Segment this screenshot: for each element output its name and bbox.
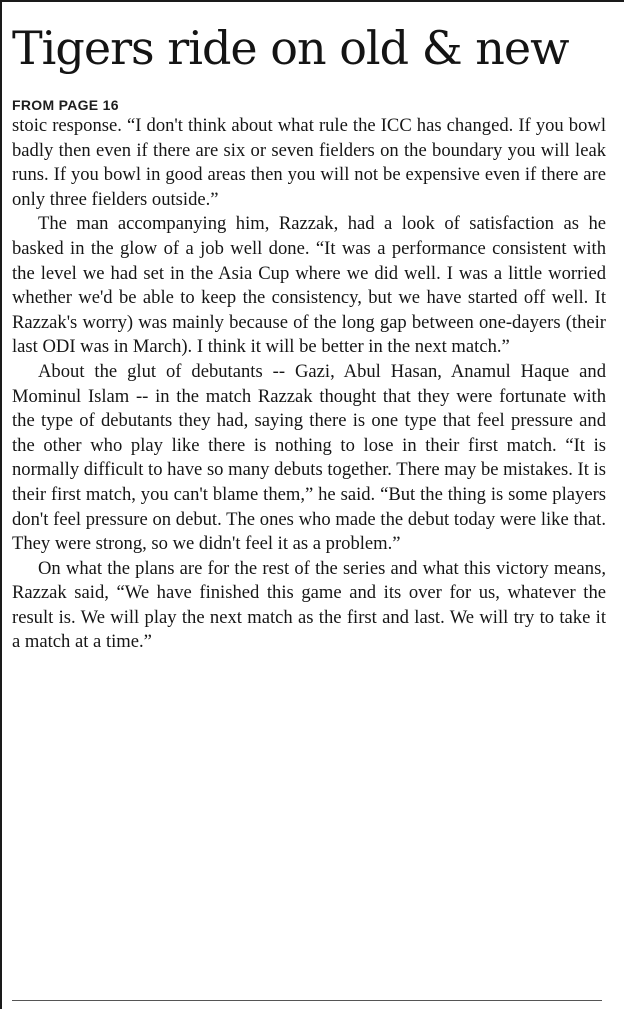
top-border-rule [0,0,624,2]
jump-label: FROM PAGE 16 [12,97,119,113]
article-headline: Tigers ride on old & new [12,21,569,75]
article-paragraph-2: The man accompanying him, Razzak, had a look of satisfaction as he basked in the glow of a job well done. “It was a performance consistent with the level we had set in the Asia Cup where we did well. I was a little worried whether we'd be able to keep the consistency, but we have started off well. It Razzak's worry) was mainly because of the long gap between one-dayers (their last ODI was in March). I think it will be better in the next match.” [12,213,606,358]
left-border-rule [0,0,2,1009]
bottom-divider-rule [12,1000,602,1001]
article-paragraph-1: stoic response. “I don't think about what rule the ICC has changed. If you bowl badly then even if there are six or seven fielders on the boundary you will leak runs. If you bowl in good areas then you will not be expensive even if there are only three fielders outside.” [12,115,606,210]
article-paragraph-3: About the glut of debutants -- Gazi, Abul Hasan, Anamul Haque and Mominul Islam -- in the match Razzak thought that they were fortunate with the type of debutants they had, saying there is one type that feel pressure and the other who play like there is nothing to lose in their first match. “It is normally difficult to have so many debuts together. There may be mistakes. It is their first match, you can't blame them,” he said. “But the thing is some players don't feel pressure on debut. The ones who made the debut today were like that. They were strong, so we didn't feel it as a problem.” [12,360,606,555]
article-paragraph-4: On what the plans are for the rest of the series and what this victory means, Razzak said, “We have finished this game and its over for us, whatever the result is. We will play the next match as the first and last. We will try to take it a match at a time.” [12,557,606,653]
article-body [12,114,606,655]
